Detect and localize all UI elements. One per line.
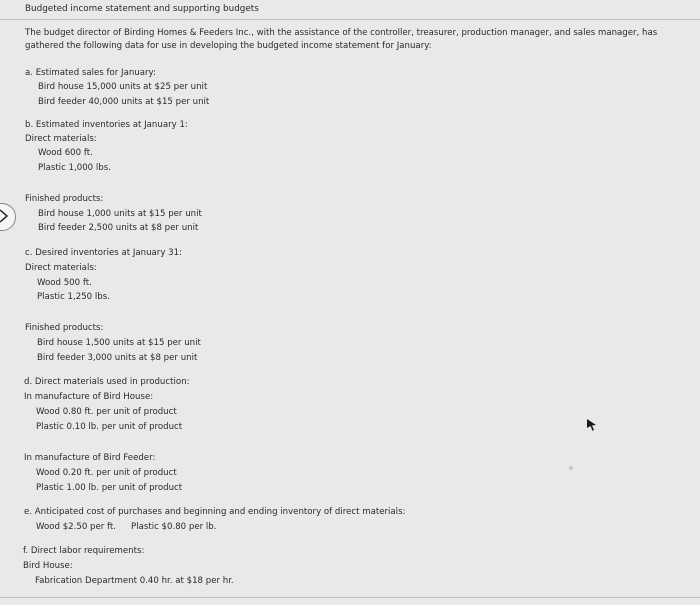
inventory-line: Plastic 1,000 lbs. — [38, 163, 111, 173]
wood-cost: Wood $2.50 per ft. — [36, 522, 117, 532]
section-c-heading: c. Desired inventories at January 31: — [25, 248, 182, 258]
chevron-right-icon — [0, 209, 9, 223]
sales-line: Bird feeder 40,000 units at $15 per unit — [38, 97, 210, 107]
materials-line: Plastic 1.00 lb. per unit of product — [36, 483, 183, 493]
sales-line: Bird house 15,000 units at $25 per unit — [38, 82, 208, 92]
inventory-line: Wood 600 ft. — [38, 148, 93, 158]
cost-line — [36, 522, 216, 533]
inventory-line: Bird feeder 3,000 units at $8 per unit — [37, 353, 198, 363]
finished-products-label: Finished products: — [25, 194, 104, 204]
intro-paragraph: The budget director of Birding Homes & Feeders Inc., with the assistance of the controller, treasurer, production manager, and sales manager, has gathered the following data for use in developing the budgeted income statement for January: — [25, 28, 658, 51]
inventory-line: Plastic 1,250 lbs. — [37, 292, 110, 302]
materials-line: Wood 0.20 ft. per unit of product — [36, 468, 177, 478]
plastic-cost: Plastic $0.80 per lb. — [131, 522, 217, 532]
section-e-heading: e. Anticipated cost of purchases and beginning and ending inventory of direct materials: — [24, 507, 406, 517]
inventory-line: Bird house 1,000 units at $15 per unit — [38, 209, 202, 219]
inventory-line: Bird house 1,500 units at $15 per unit — [37, 338, 201, 348]
bird-house-labor-label: Bird House: — [23, 561, 73, 571]
direct-materials-label: Direct materials: — [25, 134, 97, 144]
section-b-heading: b. Estimated inventories at January 1: — [25, 120, 188, 130]
materials-line: Plastic 0.10 lb. per unit of product — [36, 422, 183, 432]
section-d-heading: d. Direct materials used in production: — [24, 377, 190, 387]
page-title: Budgeted income statement and supporting budgets — [25, 4, 259, 14]
section-a-heading: a. Estimated sales for January: — [25, 68, 156, 78]
finished-products-label: Finished products: — [25, 323, 104, 333]
inventory-line: Wood 500 ft. — [37, 278, 92, 288]
faint-dot — [569, 466, 573, 470]
title-divider — [0, 19, 700, 20]
labor-line: Fabrication Department 0.40 hr. at $18 per hr. — [35, 576, 234, 586]
direct-materials-label: Direct materials: — [25, 263, 97, 273]
mouse-cursor-icon — [587, 416, 597, 435]
inventory-line: Bird feeder 2,500 units at $8 per unit — [38, 223, 199, 233]
bird-feeder-manufacture-label: In manufacture of Bird Feeder: — [24, 453, 156, 463]
bottom-divider — [0, 597, 700, 598]
bird-house-manufacture-label: In manufacture of Bird House: — [24, 392, 154, 402]
materials-line: Wood 0.80 ft. per unit of product — [36, 407, 177, 417]
section-f-heading: f. Direct labor requirements: — [23, 546, 145, 556]
